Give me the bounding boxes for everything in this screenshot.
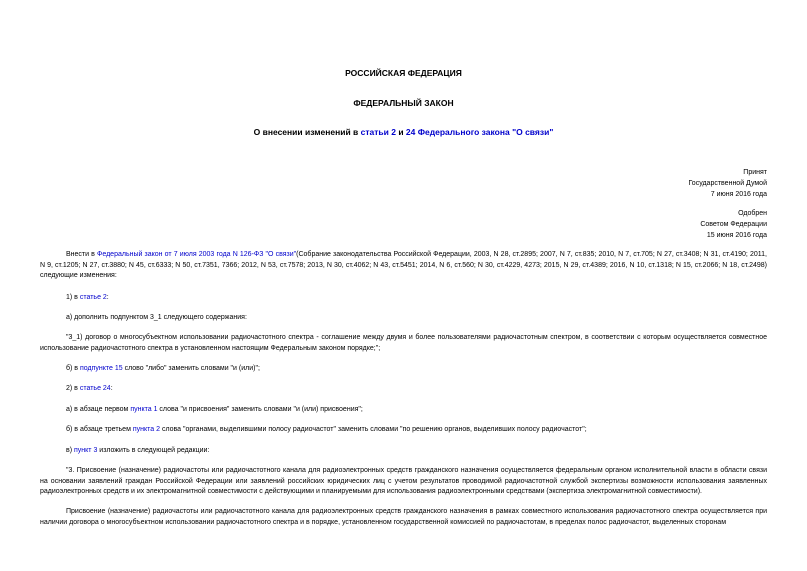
item-2-pre: 2) в: [66, 385, 80, 392]
item-2a: [66, 405, 363, 416]
approval-line-3: 15 июня 2016 года: [706, 232, 767, 239]
adoption-line-2: Государственной Думой: [688, 180, 767, 187]
intro-paragraph: [40, 250, 767, 282]
item-2c-quote: "3. Присвоение (назначение) радиочастоты или радиочастотного канала для радиоэлектронных средств гражданского назначения осуществляется федеральным органом исполнительной власти в области связи на основании заявлений граждан Российской Федерации или заявлений российских юридических лиц с учетом результатов проводимой радиочастотной службой экспертизы возможности использования заявленных радиоэлектронных средств и их электромагнитной совместимости с действующими и планируемыми для использования радиоэлектронными средствами (экспертиза электромагнитной совместимости).: [40, 467, 767, 495]
item-1-link[interactable]: статье 2: [79, 294, 107, 301]
item-1-post: :: [106, 294, 109, 301]
item-2b-pre: б) в абзаце третьем: [66, 426, 133, 433]
approval-line-2: Советом Федерации: [700, 221, 767, 228]
item-2b-link[interactable]: пункта 2: [132, 426, 160, 433]
item-1-pre: 1) в: [66, 294, 80, 301]
item-2: [66, 384, 113, 395]
item-1b-pre: б) в: [66, 365, 80, 372]
law-title: [0, 127, 807, 138]
approval-block: [700, 208, 767, 241]
adoption-line-3: 7 июня 2016 года: [710, 191, 767, 198]
title-link-article-2[interactable]: статьи 2: [360, 127, 396, 137]
item-1: [66, 293, 109, 304]
item-2a-pre: а) в абзаце первом: [66, 406, 131, 413]
intro-post: (Собрание законодательства Российской Федерации, 2003, N 28, ст.2895; 2007, N 7, ст.835; 2010, N 7, ст.705; N 27, ст.3408; N 31, ст.4190; 2011, N 9, ст.1205; N 27, ст.3880; N 45, ст.6333; N 50, ст.7351, 7366; 2012, N 53, ст.7578; 2013, N 30, ст.4062; N 43, ст.5451; 2014, N 6, ст.560; N 30, ст.4229, 4273; 2015, N 29, ст.4389; 2016, N 10, ст.1318; N 15, ст.2066; N 18, ст.2498) следующие изменения:: [40, 251, 767, 279]
approval-line-1: Одобрен: [738, 210, 767, 217]
adoption-block: [688, 167, 767, 200]
item-2c-link[interactable]: пункт 3: [74, 447, 98, 454]
item-2c-post: изложить в следующей редакции:: [97, 447, 210, 454]
intro-law-link[interactable]: Федеральный закон от 7 июля 2003 года N 126-ФЗ "О связи": [97, 251, 297, 258]
item-2b-post: слова "органами, выделившими полосу радиочастот" заменить словами "по решению органов, выделивших полосу радиочастот";: [160, 426, 587, 433]
item-1-quote: "3_1) договор о многосубъектном использовании радиочастотного спектра - соглашение между двумя и более пользователями радиочастотным спектром, в соответствии с которым осуществляется совместное использование радиочастотного спектра в установленном настоящим Федеральным законом порядке;";: [40, 334, 767, 352]
item-1b: [66, 364, 260, 375]
title-link-article-24[interactable]: 24 Федерального закона "О связи": [405, 127, 554, 137]
adoption-line-1: Принят: [743, 169, 767, 176]
item-2c-next-paragraph: Присвоение (назначение) радиочастоты или радиочастотного канала для радиоэлектронных средств гражданского назначения в рамках совместного использования радиочастотного спектра осуществляется при наличии договора о многосубъектном использовании радиочастотного спектра и в порядке, установленном государственной комиссией по радиочастотам, в пределах полос радиочастот, выделенных сторонам: [40, 508, 767, 526]
country-heading: РОССИЙСКАЯ ФЕДЕРАЦИЯ: [345, 68, 462, 78]
item-1b-link[interactable]: подпункте 15: [79, 365, 123, 372]
item-2c-pre: в): [66, 447, 74, 454]
title-pre: О внесении изменений в: [253, 127, 361, 137]
item-1b-post: слово "либо" заменить словами "и (или)";: [122, 365, 260, 372]
item-1a: а) дополнить подпунктом 3_1 следующего содержания:: [66, 314, 247, 321]
intro-pre: Внести в: [66, 251, 98, 258]
item-2b: [66, 425, 587, 436]
item-2c: [66, 446, 209, 457]
item-2-link[interactable]: статье 24: [79, 385, 111, 392]
item-2a-link[interactable]: пункта 1: [130, 406, 158, 413]
doc-type-heading: ФЕДЕРАЛЬНЫЙ ЗАКОН: [353, 98, 454, 108]
item-2a-post: слова "и присвоения" заменить словами "и (или) присвоения";: [157, 406, 363, 413]
item-2-post: :: [110, 385, 113, 392]
title-mid: и: [395, 127, 406, 137]
